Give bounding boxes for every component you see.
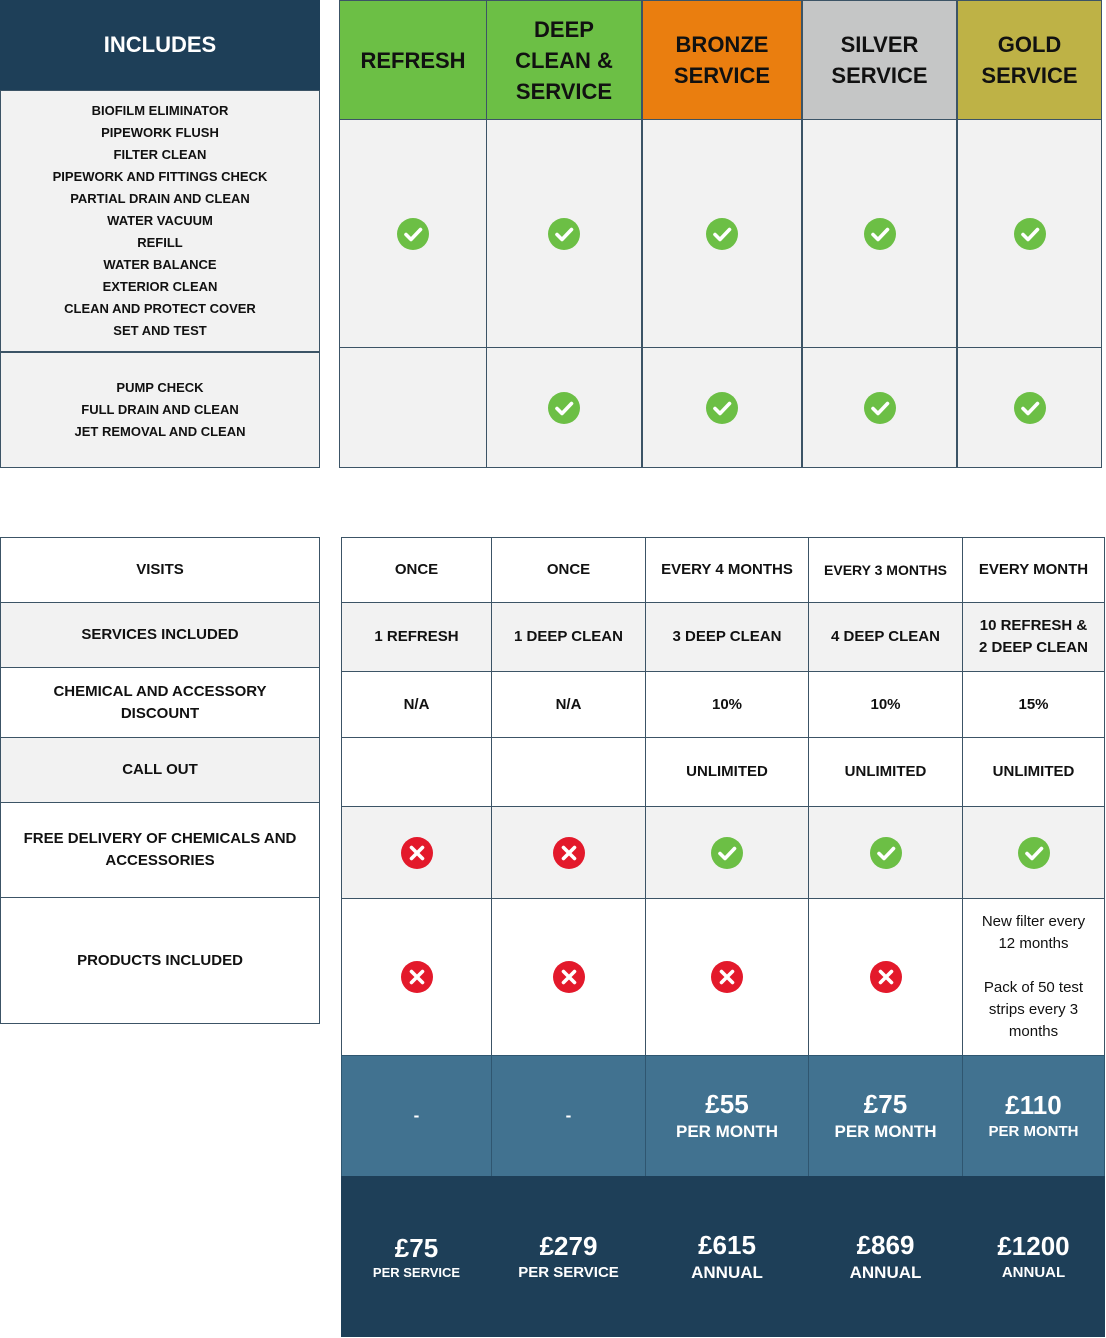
check-circle-icon — [547, 217, 581, 251]
cross-circle-icon — [552, 836, 586, 870]
total-period: PER SERVICE — [518, 1263, 619, 1281]
cross-circle-icon — [552, 960, 586, 994]
group1-cell-4 — [957, 119, 1102, 348]
monthly-amount: £75 — [863, 1089, 908, 1119]
row-label-services — [0, 602, 320, 668]
services-cell-0 — [341, 602, 492, 672]
cross-circle-icon — [869, 960, 903, 994]
plan-name-line: GOLD — [997, 32, 1062, 57]
visits-value: EVERY 4 MONTHS — [661, 561, 793, 578]
cross-circle-icon — [400, 836, 434, 870]
monthly-price-2 — [645, 1055, 809, 1177]
check-circle-icon — [869, 836, 903, 870]
total-amount: £75 — [394, 1232, 439, 1263]
total-price-0 — [341, 1176, 492, 1337]
group2-cell-2 — [642, 347, 802, 468]
services-value: 1 DEEP CLEAN — [514, 628, 623, 645]
discount-value: 10% — [711, 695, 743, 713]
monthly-amount: - — [413, 1106, 420, 1125]
total-price-2 — [645, 1176, 809, 1337]
total-price-1 — [491, 1176, 646, 1337]
row-label-products — [0, 897, 320, 1024]
cross-circle-icon — [400, 960, 434, 994]
callout-value: UNLIMITED — [686, 763, 768, 780]
callout-cell-2 — [645, 737, 809, 807]
discount-value: 15% — [1018, 695, 1049, 713]
total-amount: £615 — [698, 1229, 756, 1260]
total-price-4 — [962, 1176, 1105, 1337]
products-gold-line: months — [1008, 1023, 1059, 1040]
discount-cell-1 — [491, 671, 646, 738]
monthly-period: PER MONTH — [676, 1122, 778, 1141]
group2-cell-0 — [339, 347, 487, 468]
plan-header-1 — [486, 0, 642, 120]
total-period: ANNUAL — [1001, 1263, 1066, 1281]
includes-item: PIPEWORK AND FITTINGS CHECK — [52, 169, 268, 184]
plan-header-0 — [339, 0, 487, 120]
check-circle-icon — [1013, 217, 1047, 251]
products-gold-line: strips every 3 — [988, 1001, 1079, 1018]
includes-item: EXTERIOR CLEAN — [102, 279, 218, 294]
visits-value: EVERY 3 MONTHS — [824, 562, 947, 578]
products-cell-0 — [341, 898, 492, 1056]
discount-cell-2 — [645, 671, 809, 738]
check-circle-icon — [396, 217, 430, 251]
callout-label: CALL OUT — [122, 761, 198, 778]
services-value: 1 REFRESH — [374, 628, 459, 645]
plan-name-line: REFRESH — [360, 47, 466, 73]
services-value: 3 DEEP CLEAN — [672, 628, 782, 645]
visits-cell-2 — [645, 537, 809, 603]
plan-header-3 — [802, 0, 957, 120]
plan-name-line: CLEAN & — [515, 47, 613, 73]
monthly-price-4 — [962, 1055, 1105, 1177]
group2-cell-4 — [957, 347, 1102, 468]
total-amount: £279 — [539, 1230, 598, 1261]
total-period: PER SERVICE — [372, 1264, 461, 1280]
products-cell-3 — [808, 898, 963, 1056]
includes-item: BIOFILM ELIMINATOR — [91, 103, 229, 118]
delivery-cell-1 — [491, 806, 646, 899]
check-circle-icon — [863, 217, 897, 251]
includes-item: REFILL — [137, 235, 183, 250]
discount-cell-4 — [962, 671, 1105, 738]
check-circle-icon — [863, 391, 897, 425]
visits-cell-3 — [808, 537, 963, 603]
callout-cell-4 — [962, 737, 1105, 807]
delivery-cell-2 — [645, 806, 809, 899]
includes-item: PARTIAL DRAIN AND CLEAN — [70, 191, 250, 206]
products-cell-1 — [491, 898, 646, 1056]
group1-cell-2 — [642, 119, 802, 348]
includes-group-1 — [0, 90, 320, 352]
includes-item: SET AND TEST — [113, 323, 207, 338]
delivery-label-line-2: ACCESSORIES — [105, 852, 215, 869]
total-period: ANNUAL — [849, 1262, 922, 1282]
group1-cell-0 — [339, 119, 487, 348]
plan-name-line: SERVICE — [673, 63, 771, 88]
callout-cell-1 — [491, 737, 646, 807]
callout-value: UNLIMITED — [992, 763, 1075, 780]
discount-label-line-2: DISCOUNT — [120, 704, 200, 722]
products-gold-line: Pack of 50 test — [983, 979, 1084, 996]
row-label-callout — [0, 737, 320, 803]
visits-value: ONCE — [546, 561, 591, 578]
discount-cell-3 — [808, 671, 963, 738]
discount-value: 10% — [870, 695, 901, 713]
total-period: ANNUAL — [691, 1262, 763, 1282]
monthly-price-3 — [808, 1055, 963, 1177]
products-label: PRODUCTS INCLUDED — [77, 951, 243, 969]
plan-header-4 — [957, 0, 1102, 120]
includes-item: WATER BALANCE — [103, 257, 217, 272]
includes-item: FILTER CLEAN — [113, 147, 207, 162]
monthly-price-1 — [491, 1055, 646, 1177]
includes-title-text: INCLUDES — [103, 32, 217, 57]
total-price-3 — [808, 1176, 963, 1337]
group1-cell-1 — [486, 119, 642, 348]
services-cell-4 — [962, 602, 1105, 672]
monthly-period: PER MONTH — [988, 1123, 1079, 1140]
services-value-line-1: 10 REFRESH & — [979, 617, 1088, 634]
includes-title — [0, 0, 320, 90]
callout-cell-3 — [808, 737, 963, 807]
monthly-period: PER MONTH — [834, 1122, 937, 1141]
group1-cell-3 — [802, 119, 957, 348]
plan-name-line: DEEP — [534, 16, 594, 42]
products-cell-2 — [645, 898, 809, 1056]
row-label-delivery — [0, 802, 320, 898]
visits-cell-4 — [962, 537, 1105, 603]
visits-value: EVERY MONTH — [978, 561, 1089, 578]
monthly-amount: - — [565, 1106, 572, 1125]
monthly-price-0 — [341, 1055, 492, 1177]
products-cell-4 — [962, 898, 1105, 1056]
monthly-amount: £110 — [1005, 1090, 1062, 1120]
total-amount: £1200 — [997, 1230, 1070, 1261]
products-gold-line — [1031, 955, 1035, 977]
services-value-line-2: 2 DEEP CLEAN — [979, 639, 1088, 656]
total-amount: £869 — [856, 1229, 915, 1260]
callout-cell-0 — [341, 737, 492, 807]
plan-name-line: BRONZE — [675, 32, 769, 57]
plan-name-line: SERVICE — [515, 78, 613, 104]
visits-cell-0 — [341, 537, 492, 603]
plan-name-line: SERVICE — [981, 63, 1078, 88]
services-cell-3 — [808, 602, 963, 672]
row-label-discount — [0, 667, 320, 738]
delivery-cell-3 — [808, 806, 963, 899]
visits-value: ONCE — [394, 561, 439, 578]
discount-value: N/A — [555, 695, 582, 713]
check-circle-icon — [710, 836, 744, 870]
services-cell-1 — [491, 602, 646, 672]
visits-label: VISITS — [136, 561, 184, 578]
plan-name-line: SILVER — [840, 32, 919, 57]
check-circle-icon — [547, 391, 581, 425]
discount-cell-0 — [341, 671, 492, 738]
cross-circle-icon — [710, 960, 744, 994]
includes-item: FULL DRAIN AND CLEAN — [81, 402, 239, 417]
services-value: 4 DEEP CLEAN — [831, 628, 940, 645]
check-circle-icon — [705, 217, 739, 251]
check-circle-icon — [1017, 836, 1051, 870]
row-label-visits — [0, 537, 320, 603]
callout-value: UNLIMITED — [844, 763, 927, 780]
includes-item: PIPEWORK FLUSH — [101, 125, 219, 140]
plan-name-line: SERVICE — [831, 63, 928, 88]
check-circle-icon — [1013, 391, 1047, 425]
check-circle-icon — [705, 391, 739, 425]
includes-item: WATER VACUUM — [107, 213, 213, 228]
plan-header-2 — [642, 0, 802, 120]
products-gold-line: 12 months — [998, 935, 1069, 952]
discount-label-line-1: CHEMICAL AND ACCESSORY — [53, 682, 267, 700]
group2-cell-3 — [802, 347, 957, 468]
includes-group-2 — [0, 352, 320, 468]
products-gold-line: New filter every — [981, 913, 1086, 930]
includes-item: PUMP CHECK — [116, 380, 204, 395]
group2-cell-1 — [486, 347, 642, 468]
delivery-label-line-1: FREE DELIVERY OF CHEMICALS AND — [23, 830, 297, 847]
visits-cell-1 — [491, 537, 646, 603]
services-label: SERVICES INCLUDED — [81, 626, 239, 643]
includes-item: CLEAN AND PROTECT COVER — [64, 301, 256, 316]
delivery-cell-0 — [341, 806, 492, 899]
delivery-cell-4 — [962, 806, 1105, 899]
services-cell-2 — [645, 602, 809, 672]
includes-item: JET REMOVAL AND CLEAN — [74, 424, 246, 439]
discount-value: N/A — [403, 695, 430, 713]
monthly-amount: £55 — [705, 1089, 749, 1119]
